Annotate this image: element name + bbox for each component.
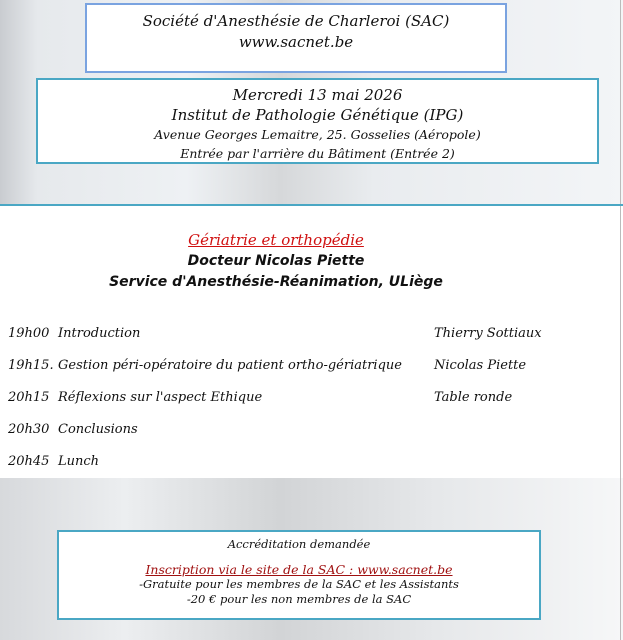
society-website[interactable]: www.sacnet.be bbox=[238, 33, 354, 51]
time: 20h30 bbox=[8, 422, 50, 437]
topic-speaker: Docteur Nicolas Piette bbox=[187, 253, 365, 269]
speaker: Nicolas Piette bbox=[434, 358, 527, 373]
item: Gestion péri-opératoire du patient ortho-gériatrique bbox=[58, 358, 402, 373]
society-name: Société d'Anesthésie de Charleroi (SAC) bbox=[142, 12, 450, 30]
registration-link[interactable]: Inscription via le site de la SAC : www.sacnet.be bbox=[145, 562, 453, 577]
event-entrance: Entrée par l'arrière du Bâtiment (Entrée 2) bbox=[180, 146, 455, 161]
topic-service: Service d'Anesthésie-Réanimation, ULiège bbox=[109, 274, 443, 290]
event-date: Mercredi 13 mai 2026 bbox=[232, 86, 403, 104]
fee-members: -Gratuite pour les membres de la SAC et les Assistants bbox=[139, 577, 459, 591]
time: 20h15 bbox=[8, 390, 50, 405]
speaker: Table ronde bbox=[434, 390, 513, 405]
page-edge bbox=[620, 0, 621, 640]
speaker: Thierry Sottiaux bbox=[434, 326, 542, 341]
schedule-row bbox=[8, 454, 99, 469]
society-box bbox=[85, 3, 507, 73]
topic-title: Gériatrie et orthopédie bbox=[188, 231, 364, 249]
divider bbox=[0, 204, 623, 206]
time: 20h45 bbox=[8, 454, 50, 469]
accreditation: Accréditation demandée bbox=[227, 537, 371, 551]
item: Conclusions bbox=[58, 422, 138, 437]
fee-non-members: -20 € pour les non membres de la SAC bbox=[186, 592, 412, 606]
event-address: Avenue Georges Lemaitre, 25. Gosselies (Aéropole) bbox=[154, 127, 481, 142]
time: 19h00 bbox=[8, 326, 50, 341]
time: 19h15. bbox=[8, 358, 54, 373]
item: Introduction bbox=[58, 326, 141, 341]
event-venue: Institut de Pathologie Génétique (IPG) bbox=[171, 106, 464, 124]
event-box bbox=[36, 78, 599, 164]
schedule-row bbox=[8, 326, 542, 341]
schedule-row bbox=[8, 422, 138, 437]
item: Réflexions sur l'aspect Ethique bbox=[58, 390, 263, 405]
registration-box bbox=[57, 530, 541, 620]
schedule-row bbox=[8, 358, 527, 373]
schedule-row bbox=[8, 390, 513, 405]
item: Lunch bbox=[58, 454, 100, 469]
